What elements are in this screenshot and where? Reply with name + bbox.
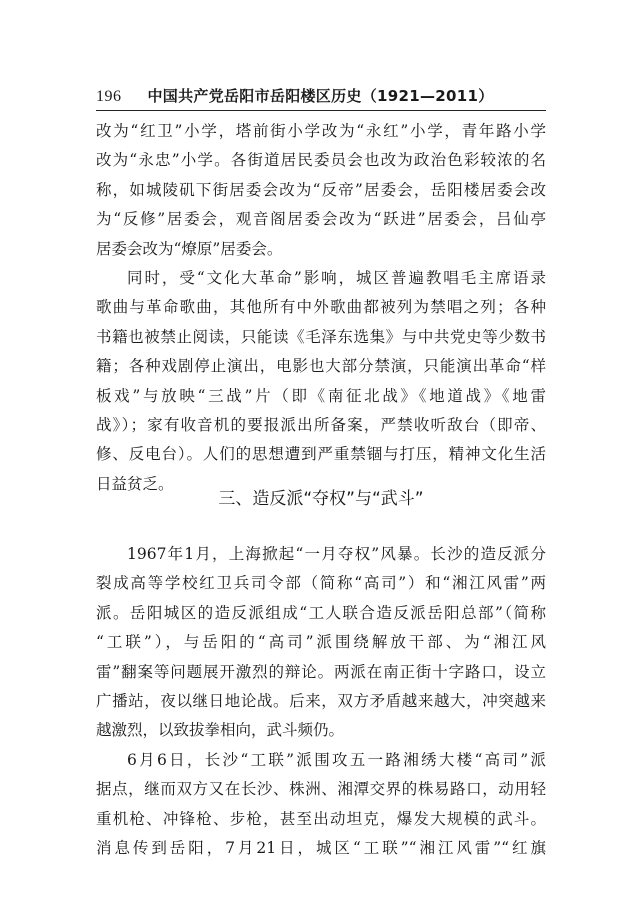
text-line: 重机枪、冲锋枪、步枪，甚至出动坦克，爆发大规模的武斗。	[96, 809, 546, 828]
text-line: 战》）；家有收音机的要报派出所备案，严禁收听敌台（即帝、	[96, 415, 546, 434]
text-line: 板戏”与放映“三战”片（即《南征北战》《地道战》《地雷	[96, 386, 546, 405]
text-line: 改为“红卫”小学，塔前街小学改为“永红”小学，青年路小学	[96, 122, 546, 140]
text-line: 称，如城陵矶下街居委会改为“反帝”居委会，岳阳楼居委会改	[96, 180, 546, 199]
text-line: 居委会改为“燎原”居委会。	[96, 239, 283, 258]
text-line: 书籍也被禁止阅读，只能读《毛泽东选集》与中共党史等少数书	[96, 327, 546, 346]
book-title: 中国共产党岳阳市岳阳楼区历史（1921—2011）	[147, 87, 494, 105]
header-rule	[96, 110, 546, 111]
text-line: 改为“永忠”小学。各街道居民委员会也改为政治色彩较浓的名	[96, 151, 546, 170]
text-line: 为“反修”居委会，观音阁居委会改为“跃进”居委会，吕仙亭	[96, 210, 546, 229]
text-line: 同时，受“文化大革命”影响，城区普遍教唱毛主席语录	[127, 268, 546, 287]
paragraph	[96, 264, 546, 499]
paragraph	[96, 540, 546, 746]
text-line: 籍；各种戏剧停止演出，电影也大部分禁演，只能演出革命“样	[96, 357, 546, 376]
text-line: 日益贫乏。	[96, 474, 174, 493]
text-line: 修、反电台）。人们的思想遭到严重禁锢与打压，精神文化生活	[96, 445, 546, 464]
text-line: 越激烈，以致拔拳相向，武斗频仍。	[96, 721, 345, 740]
section-heading: 三、造反派“夺权”与“武斗”	[218, 489, 424, 509]
page-number: 196	[96, 88, 122, 105]
body-text-upper	[96, 117, 546, 499]
running-header	[96, 85, 546, 111]
text-line: 1967年1月，上海掀起“一月夺权”风暴。长沙的造反派分	[127, 545, 546, 563]
paragraph	[96, 746, 546, 864]
text-line: 裂成高等学校红卫兵司令部（简称“高司”）和“湘江风雷”两	[96, 574, 546, 593]
text-line: 派。岳阳城区的造反派组成“工人联合造反派岳阳总部”（简称	[96, 603, 546, 622]
text-line: 消息传到岳阳，7月21日，城区“工联”“湘江风雷”“红旗	[96, 838, 546, 857]
text-line: “工联”），与岳阳的“高司”派围绕解放干部、为“湘江风	[96, 633, 546, 652]
text-line: 雷”翻案等问题展开激烈的辩论。两派在南正街十字路口，设立	[96, 662, 546, 681]
text-line: 6月6日，长沙“工联”派围攻五一路湘绣大楼“高司”派	[127, 750, 546, 769]
text-line: 歌曲与革命歌曲，其他所有中外歌曲都被列为禁唱之列；各种	[96, 298, 546, 317]
body-text-lower	[96, 540, 546, 863]
paragraph	[96, 117, 546, 264]
text-line: 广播站，夜以继日地论战。后来，双方矛盾越来越大，冲突越来	[96, 691, 546, 710]
text-line: 据点，继而双方又在长沙、株洲、湘潭交界的株易路口，动用轻	[96, 780, 546, 799]
